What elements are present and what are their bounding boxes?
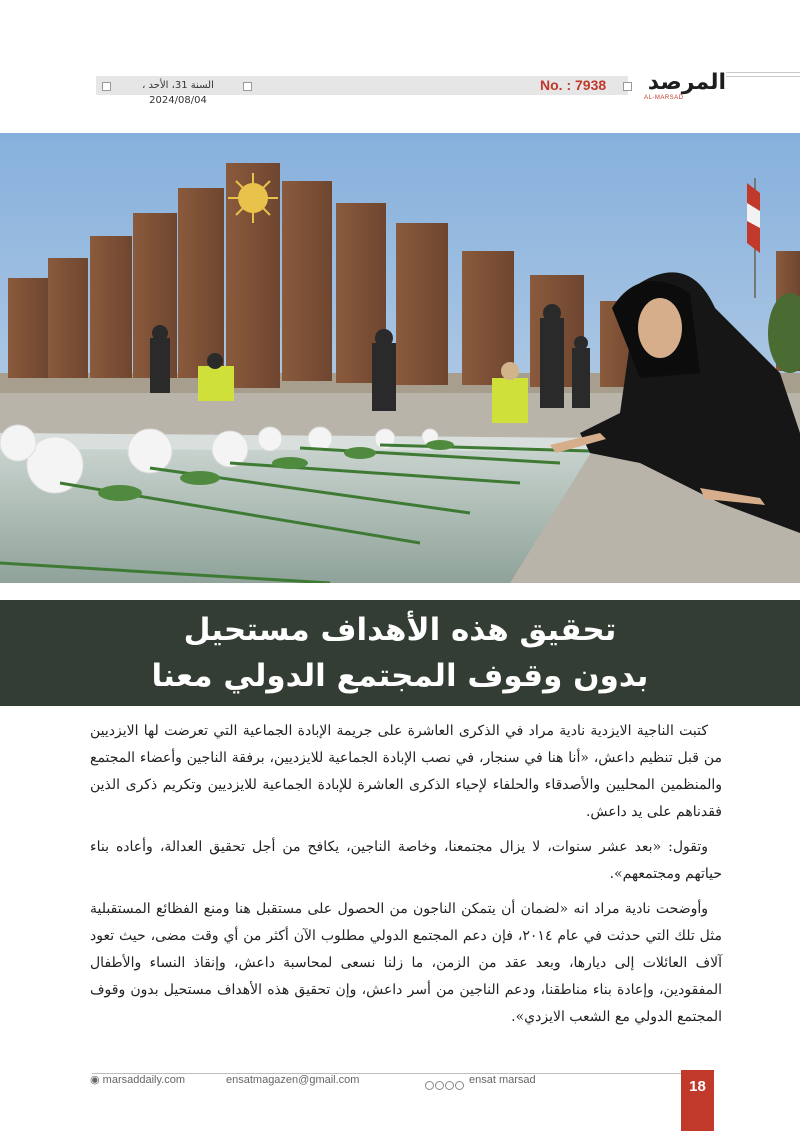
publication-logo <box>630 70 726 102</box>
page-number-box <box>681 1070 714 1131</box>
header-rule <box>726 76 800 77</box>
globe-icon: ◉ <box>90 1074 100 1086</box>
article-paragraph: كتبت الناجية الايزدية نادية مراد في الذكرى العاشرة على جريمة الإبادة الجماعية التي تعرضت لها الايزديين من قبل تنظيم داعش، «أنا هنا في سنجار، في نصب الإبادة الجماعية للايزديين، برفقة الناجين وأعضاء المجتمع والمنظمين المحليين والأصدقاء والحلفاء لإحياء الذكرى العاشرة للإبادة الجماعية للايزديين وتكريم ذكرى الذين فقدناهم على يد داعش. <box>90 723 722 820</box>
article-photo <box>0 133 800 583</box>
page-number: 18 <box>689 1078 706 1095</box>
header-square-marker <box>102 82 111 91</box>
memorial-photo-illustration <box>0 133 800 583</box>
instagram-icon <box>445 1081 454 1090</box>
header-rule <box>726 72 800 73</box>
youtube-icon <box>455 1081 464 1090</box>
article-paragraph: وأوضحت نادية مراد انه «لضمان أن يتمكن الناجون من الحصول على مستقبل هنا ومنع الفظائع المستقبلية مثل تلك التي حدثت في عام ٢٠١٤، فإن دعم المجتمع الدولي مطلوب الآن أكثر من أي وقت مضى، حيث تعود آلاف العائلات إلى ديارها، وبعد عقد من الزمن، ما زلنا نسعى لمحاسبة داعش، وإنقاذ النساء والأطفال المفقودين، وإعادة بناء مناطقنا، ودعم الناجين من أسر داعش، وإن تحقيق هذه الأهداف مستحيل بدون وقوف المجتمع الدولي مع الشعب الايزدي». <box>90 901 723 1025</box>
footer-email: ensatmagazen@gmail.com <box>226 1074 360 1086</box>
footer-website <box>90 1073 185 1087</box>
facebook-icon <box>425 1081 434 1090</box>
footer-website-text: marsaddaily.com <box>102 1074 185 1086</box>
article-title-band <box>0 600 800 706</box>
issue-number: No. : 7938 <box>540 77 607 93</box>
twitter-icon <box>435 1081 444 1090</box>
article-title-line-2: بدون وقوف المجتمع الدولي معنا <box>151 658 649 694</box>
footer-social-handle: ensat marsad <box>469 1074 536 1086</box>
logo-subtext: AL-MARSAD <box>644 95 684 101</box>
article-paragraph: وتقول: «بعد عشر سنوات، لا يزال مجتمعنا، وخاصة الناجين، يكافح من أجل تحقيق العدالة، وأعاده بناء حياتهم ومجتمعهم». <box>90 839 722 882</box>
article-title-line-1: تحقيق هذه الأهداف مستحيل <box>183 612 617 648</box>
logo-wordmark: المرصد <box>647 70 726 95</box>
article-body <box>90 718 722 1039</box>
header-square-marker <box>243 82 252 91</box>
issue-date: السنة 31، الأحد ، 2024/08/04 <box>142 80 214 106</box>
social-icons <box>425 1075 465 1094</box>
